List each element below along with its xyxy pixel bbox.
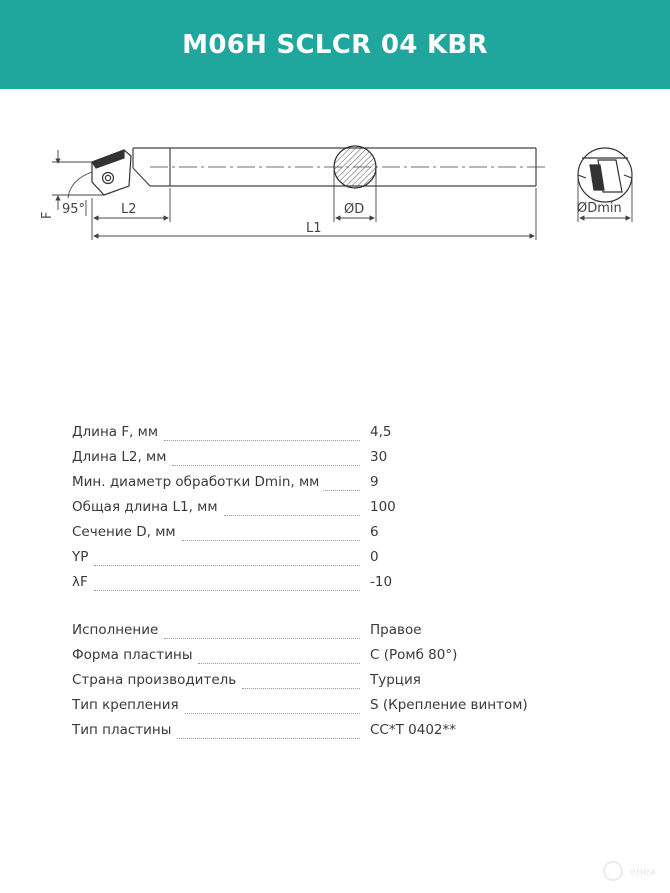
spec-row — [72, 647, 552, 672]
spec-value: 6 — [370, 524, 379, 540]
label-l1: L1 — [306, 221, 322, 236]
spec-row — [72, 622, 552, 647]
leader-dots — [164, 637, 360, 639]
spec-row — [72, 474, 552, 499]
spec-label: Длина L2, мм — [72, 449, 167, 465]
leader-dots — [164, 439, 360, 441]
spec-value: C (Ромб 80°) — [370, 647, 458, 663]
spec-label: Страна производитель — [72, 672, 237, 688]
spec-label: Мин. диаметр обработки Dmin, мм — [72, 474, 320, 490]
spec-value: 9 — [370, 474, 379, 490]
spec-row — [72, 449, 552, 474]
spec-label: Общая длина L1, мм — [72, 499, 218, 515]
spec-label: YP — [72, 549, 89, 565]
insert-head — [92, 150, 131, 195]
product-title: M06H SCLCR 04 KBR — [182, 29, 488, 60]
label-dmin: ØDmin — [577, 201, 622, 216]
enex-logo-icon — [603, 861, 623, 881]
spec-row — [72, 722, 552, 747]
label-angle: 95° — [62, 202, 86, 217]
spec-label: Сечение D, мм — [72, 524, 176, 540]
spec-label: Исполнение — [72, 622, 159, 638]
leader-dots — [325, 489, 360, 491]
leader-dots — [172, 464, 360, 466]
label-f: F — [40, 211, 55, 219]
leader-dots — [94, 589, 360, 591]
leader-dots — [242, 687, 360, 689]
leader-dots — [224, 514, 360, 516]
leader-dots — [177, 737, 360, 739]
spec-value: S (Крепление винтом) — [370, 697, 528, 713]
spec-label: Тип крепления — [72, 697, 179, 713]
spec-row — [72, 672, 552, 697]
spec-value: CC*T 0402** — [370, 722, 456, 738]
spec-value: 0 — [370, 549, 379, 565]
spec-row — [72, 697, 552, 722]
spec-value: 4,5 — [370, 424, 392, 440]
spec-value: Правое — [370, 622, 422, 638]
spec-value: Турция — [370, 672, 421, 688]
spec-value: 30 — [370, 449, 388, 465]
label-l2: L2 — [121, 202, 137, 217]
leader-dots — [198, 662, 360, 664]
spec-table-properties — [72, 622, 552, 747]
technical-drawing — [0, 0, 670, 260]
spec-row — [72, 499, 552, 524]
spec-label: λF — [72, 574, 88, 590]
end-view — [578, 148, 632, 202]
watermark — [603, 861, 656, 881]
leader-dots — [185, 712, 360, 714]
spec-row — [72, 424, 552, 449]
spec-row — [72, 549, 552, 574]
spec-table-dimensions — [72, 424, 552, 599]
spec-label: Тип пластины — [72, 722, 172, 738]
spec-label: Длина F, мм — [72, 424, 159, 440]
spec-row — [72, 574, 552, 599]
spec-value: -10 — [370, 574, 393, 590]
watermark-text: enex — [629, 864, 656, 878]
leader-dots — [182, 539, 360, 541]
spec-label: Форма пластины — [72, 647, 193, 663]
spec-value: 100 — [370, 499, 396, 515]
leader-dots — [94, 564, 360, 566]
cross-section — [334, 146, 376, 188]
label-d: ØD — [344, 202, 365, 217]
spec-row — [72, 524, 552, 549]
